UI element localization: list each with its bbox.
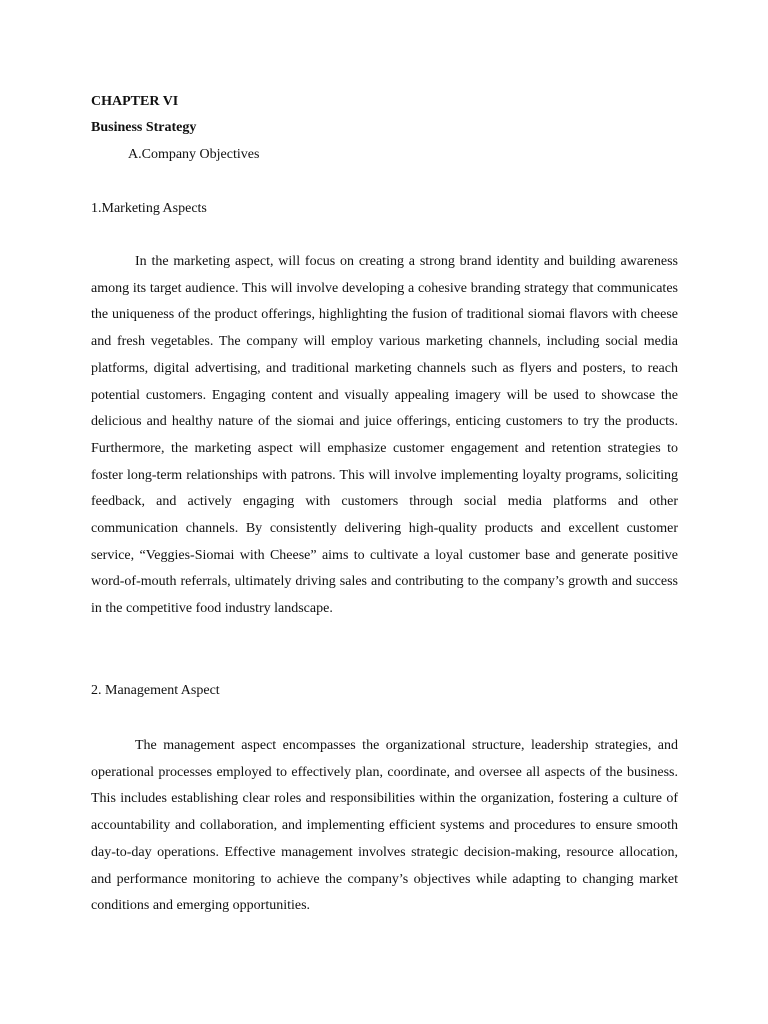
marketing-paragraph: In the marketing aspect, will focus on creating a strong brand identity and building awareness among its target audience. This will involve developing a cohesive branding strategy that communicates the uniqueness of the product offerings, highlighting the fusion of traditional siomai flavors with cheese and fresh vegetables. The company will employ various marketing channels, including social media platforms, digital advertising, and traditional marketing channels such as flyers and posters, to reach potential customers. Engaging content and visually appealing imagery will be used to showcase the delicious and healthy nature of the siomai and juice offerings, enticing customers to try the products. Furthermore, the marketing aspect will emphasize customer engagement and retention strategies to foster long-term relationships with patrons. This will involve implementing loyalty programs, soliciting feedback, and actively engaging with customers through social media platforms and other communication channels. By consistently delivering high-quality products and excellent customer service, “Veggies-Siomai with Cheese” aims to cultivate a loyal customer base and generate positive word-of-mouth referrals, ultimately driving sales and contributing to the company’s growth and success in the competitive food industry landscape. — [91, 254, 678, 617]
chapter-title: CHAPTER VI — [91, 94, 179, 109]
management-paragraph: The management aspect encompasses the organizational structure, leadership strategies, and operational processes employed to effectively plan, coordinate, and oversee all aspects of the business. This includes establishing clear roles and responsibilities within the organization, fostering a culture of accountability and collaboration, and implementing efficient systems and procedures to ensure smooth day-to-day operations. Effective management involves strategic decision-making, resource allocation, and performance monitoring to achieve the company’s objectives while adapting to changing market conditions and emerging opportunities. — [91, 738, 678, 914]
section-title: Business Strategy — [91, 120, 197, 135]
management-heading: 2. Management Aspect — [91, 683, 220, 698]
marketing-heading: 1.Marketing Aspects — [91, 201, 207, 216]
subsection-title: A.Company Objectives — [128, 147, 260, 162]
